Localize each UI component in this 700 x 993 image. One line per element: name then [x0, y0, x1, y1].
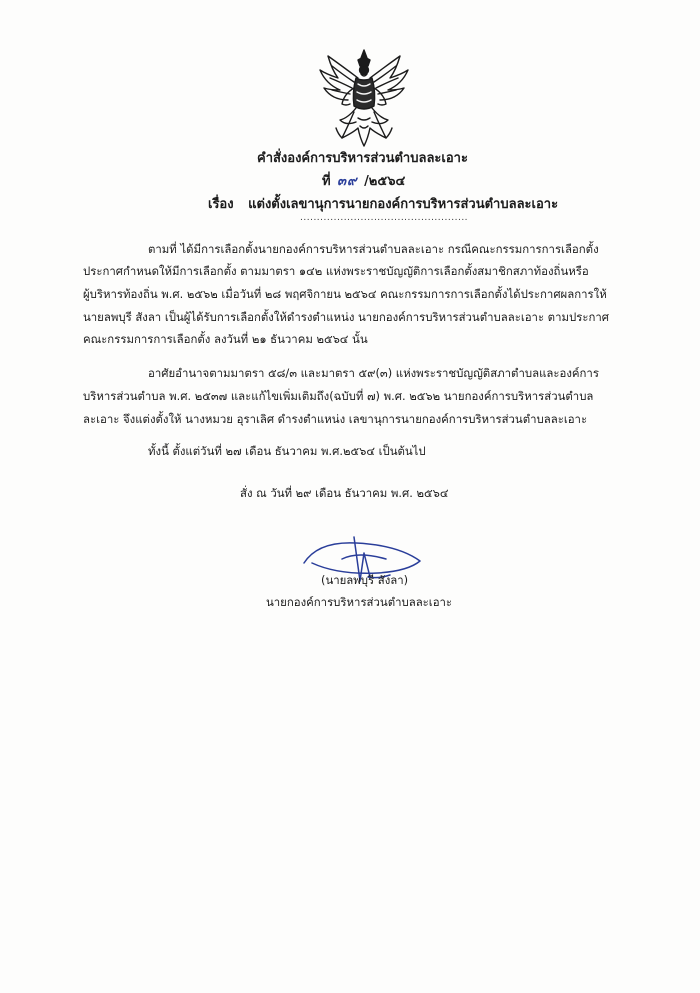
ordered-date-line: สั่ง ณ วันที่ ๒๙ เดือน ธันวาคม พ.ศ. ๒๕๖๔	[240, 486, 449, 500]
paragraph-2-line: บริหารส่วนตำบล พ.ศ. ๒๕๓๗ และแก้ไขเพิ่มเติมถึง(ฉบับที่ ๗) พ.ศ. ๒๕๖๒ นายกองค์การบริหารส่วนตำบล	[83, 389, 594, 403]
subject-text: แต่งตั้งเลขานุการนายกองค์การบริหารส่วนตำบลละเอาะ	[248, 197, 559, 212]
paragraph-1-line: คณะกรรมการการเลือกตั้ง ลงวันที่ ๒๑ ธันวาคม ๒๕๖๔ นั้น	[83, 332, 368, 346]
signer-title: นายกองค์การบริหารส่วนตำบลละเอาะ	[266, 595, 453, 609]
order-title: คำสั่งองค์การบริหารส่วนตำบลละเอาะ	[257, 151, 468, 166]
order-number-prefix: ที่	[322, 174, 331, 189]
garuda-emblem-icon	[318, 48, 410, 148]
paragraph-1-line: ผู้บริหารท้องถิ่น พ.ศ. ๒๕๖๒ เมื่อวันที่ ๒๘ พฤศจิกายน ๒๕๖๔ คณะกรรมการการเลือกตั้งได้ประกาศผลการให้	[83, 287, 607, 301]
paragraph-2-line: ละเอาะ จึงแต่งตั้งให้ นางหมวย อุราเลิศ ดำรงตำแหน่ง เลขานุการนายกองค์การบริหารส่วนตำบลละเอาะ	[83, 412, 588, 426]
paragraph-2-line: อาศัยอำนาจตามมาตรา ๕๘/๓ และมาตรา ๕๙(๓) แห่งพระราชบัญญัติสภาตำบลและองค์การ	[148, 366, 599, 380]
order-number-suffix: /๒๕๖๔	[364, 174, 406, 189]
signer-name: (นายลพบุรี สังลา)	[321, 573, 409, 587]
paragraph-1-line: นายลพบุรี สังลา เป็นผู้ได้รับการเลือกตั้งให้ดำรงตำแหน่ง นายกองค์การบริหารส่วนตำบลละเอาะ ตามประกาศ	[83, 310, 609, 324]
paragraph-1-line: ตามที่ ได้มีการเลือกตั้งนายกองค์การบริหารส่วนตำบลละเอาะ กรณีคณะกรรมการการเลือกตั้ง	[148, 242, 599, 256]
subject-line	[208, 193, 558, 214]
order-number	[322, 170, 405, 191]
paragraph-1-line: ประกาศกำหนดให้มีการเลือกตั้ง ตามมาตรา ๑๔๒ แห่งพระราชบัญญัติการเลือกตั้งสมาชิกสภาท้องถิ่นหรือ	[83, 264, 589, 278]
effective-date-line: ทั้งนี้ ตั้งแต่วันที่ ๒๗ เดือน ธันวาคม พ.ศ.๒๕๖๔ เป็นต้นไป	[148, 444, 426, 458]
separator-dots: ..................................................	[300, 213, 469, 223]
order-number-handwritten: ๓๙	[337, 174, 358, 189]
subject-label: เรื่อง	[208, 197, 234, 212]
